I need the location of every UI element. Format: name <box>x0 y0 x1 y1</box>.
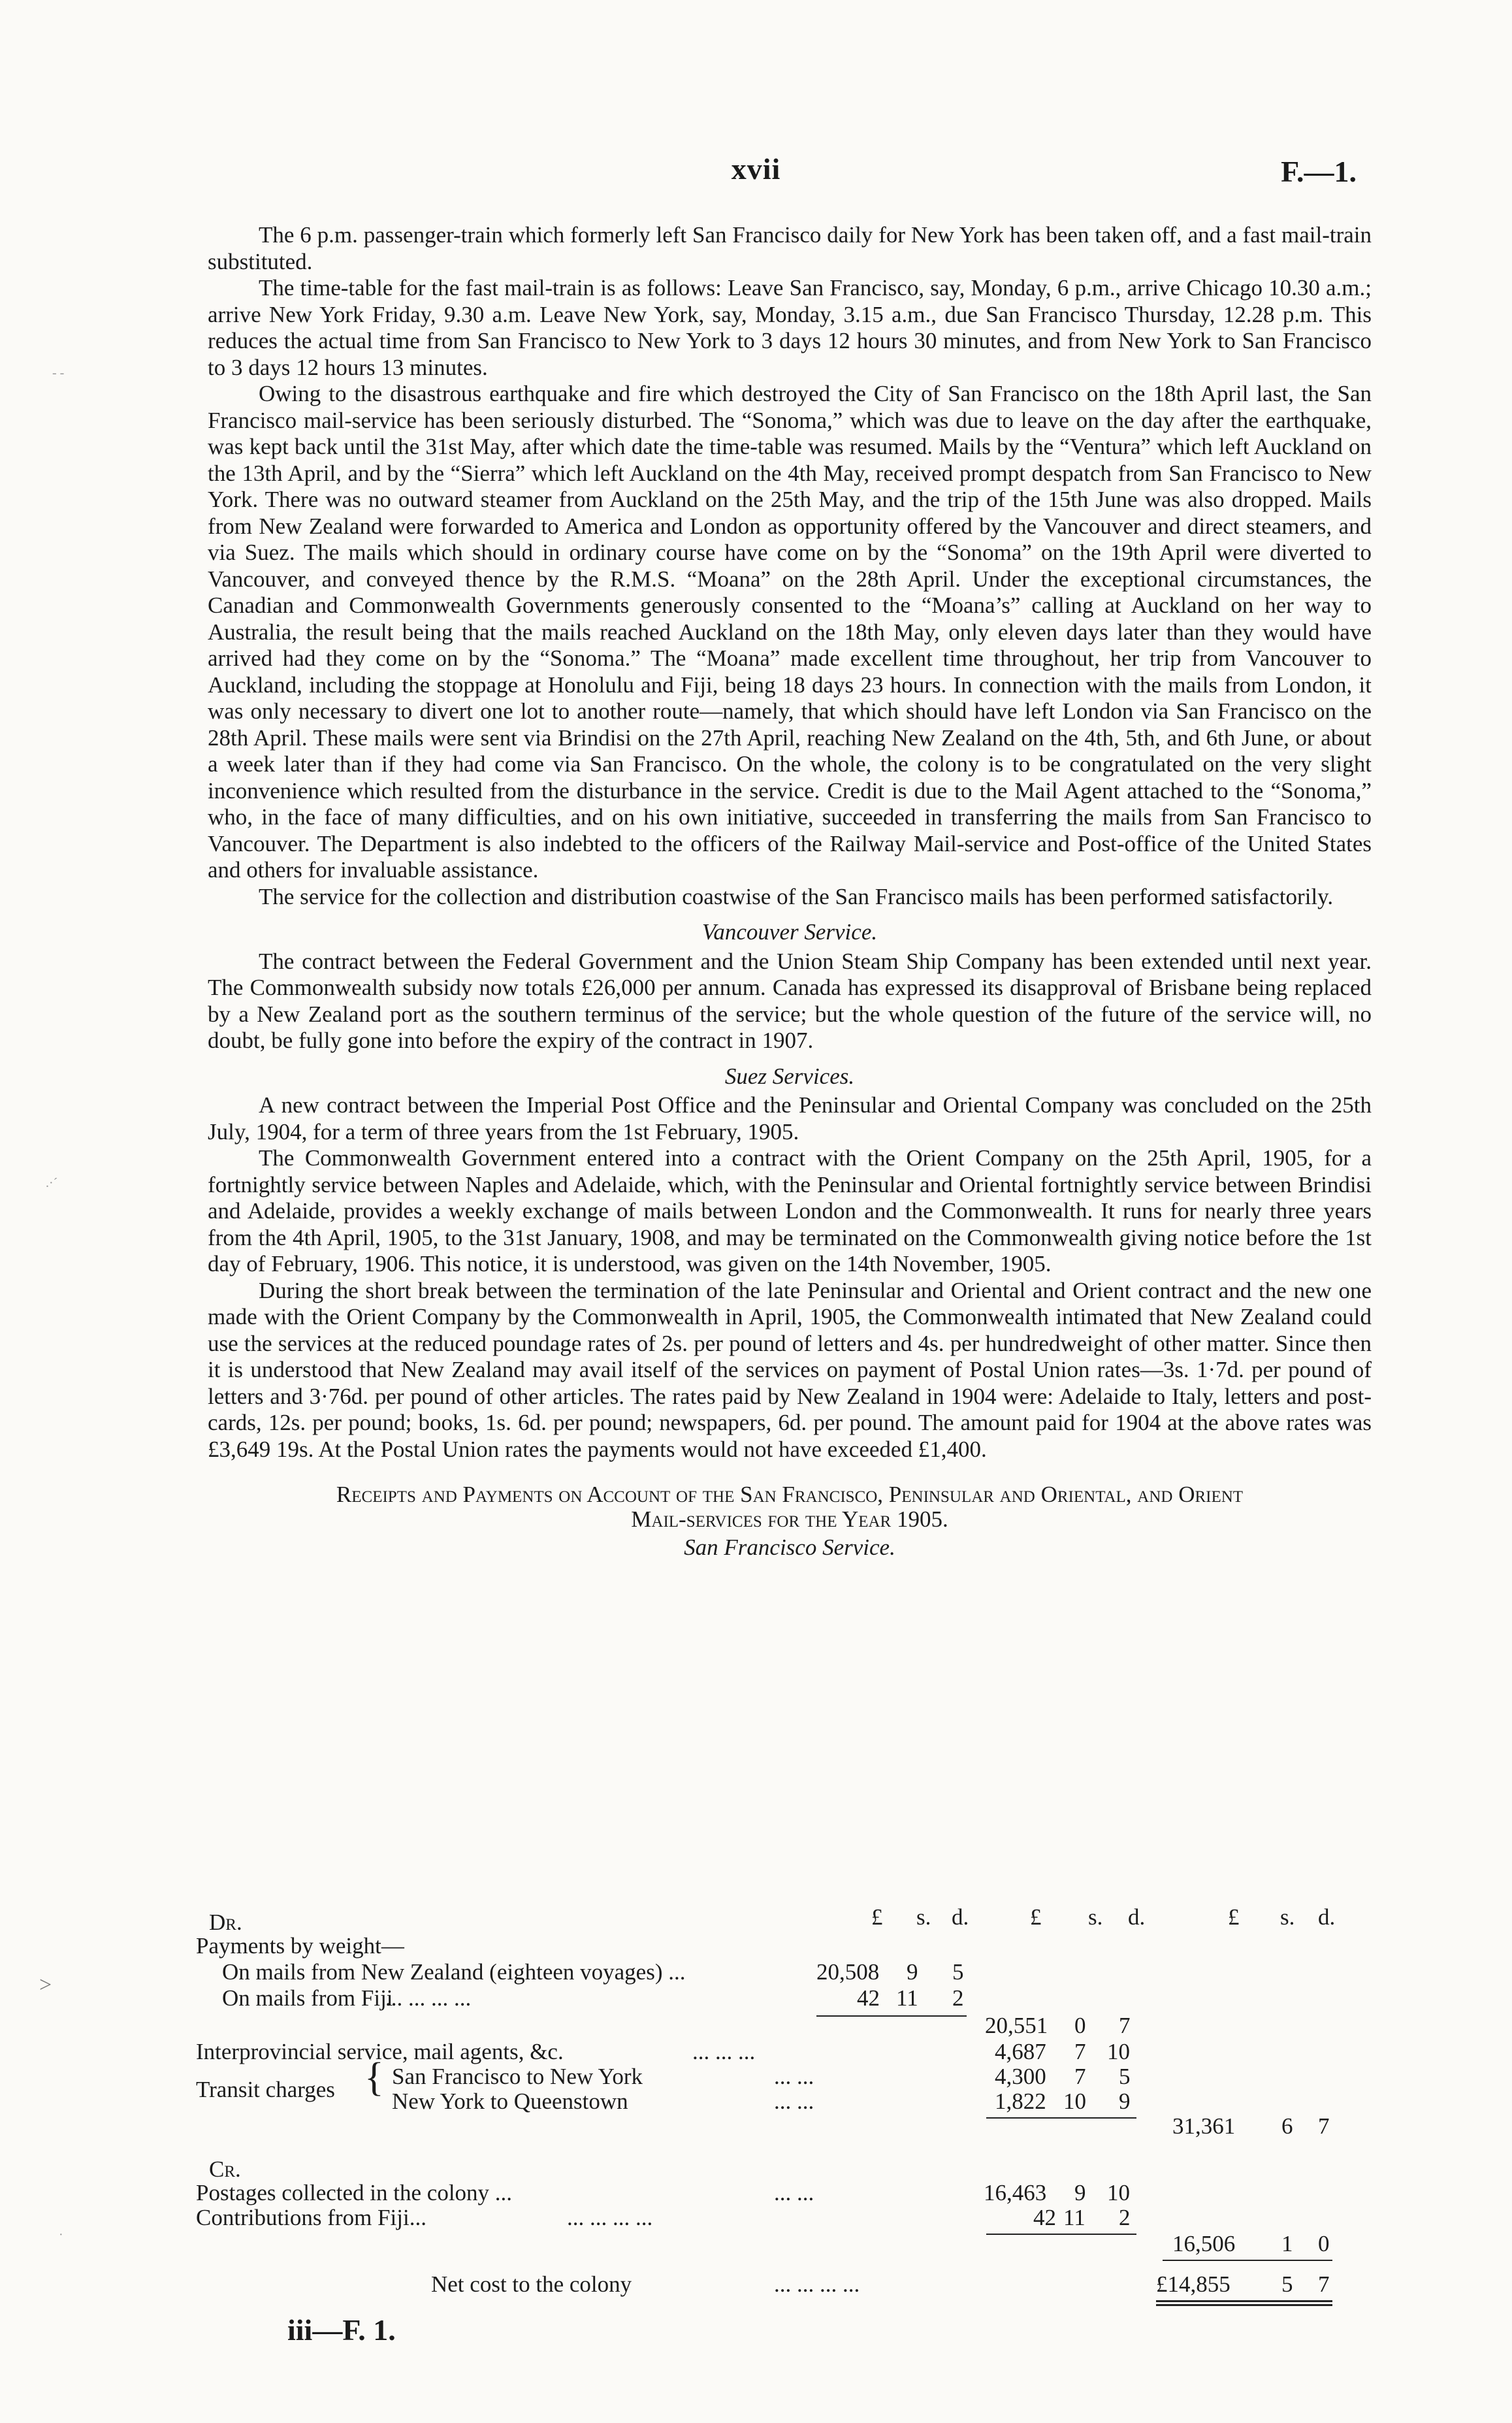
row-label: Contributions from Fiji... <box>196 2205 426 2230</box>
leader-dots: ... ... ... ... <box>774 2271 860 2297</box>
leader-dots: ... ... ... ... <box>385 1985 472 2011</box>
table-heading <box>208 1482 1372 1532</box>
amount-pounds: 1,822 <box>995 2089 1046 2114</box>
row-label: San Francisco to New York <box>392 2064 643 2089</box>
amount-shillings: 11 <box>1063 2205 1086 2230</box>
amount-pence: 7 <box>1119 2013 1131 2038</box>
double-rule <box>1156 2300 1332 2302</box>
transit-charges-label: Transit charges <box>196 2077 335 2102</box>
paragraph: A new contract between the Imperial Post Office and the Peninsular and Oriental Company was concluded on the 25th July, 1904, for a term of three years from the 1st February, 1905. <box>208 1092 1372 1145</box>
subtotal-rule <box>986 2234 1136 2235</box>
page-number: xvii <box>731 152 781 186</box>
amount-pence: 10 <box>1107 2180 1130 2205</box>
paragraph: The 6 p.m. passenger-train which formerly left San Francisco daily for New York has been taken off, and a fast mail-train substituted. <box>208 222 1372 274</box>
net-cost-label: Net cost to the colony <box>431 2271 632 2297</box>
credit-label: Cr. <box>209 2156 241 2182</box>
amount-pence: 7 <box>1318 2271 1330 2297</box>
amount-shillings: 9 <box>1074 2180 1086 2205</box>
amount-pounds: 31,361 <box>1172 2113 1236 2139</box>
scan-mark: - - <box>52 366 65 380</box>
column-header: s. <box>916 1904 931 1930</box>
paragraph: The contract between the Federal Government and the Union Steam Ship Company has been extended until next year. The Commonwealth subsidy now totals £26,000 per annum. Canada has expressed its disapproval of Brisbane being replaced by a New Zealand port as the southern terminus of the service; but the whole question of the future of the service will, no doubt, be fully gone into before the expiry of the contract in 1907. <box>208 948 1372 1053</box>
total-rule <box>1163 2260 1332 2261</box>
amount-pence: 7 <box>1318 2113 1330 2139</box>
column-header: d. <box>1318 1904 1336 1930</box>
subtotal-rule <box>816 2015 967 2017</box>
row-label: On mails from New Zealand (eighteen voyages) ... <box>222 1959 686 1985</box>
amount-pounds: 4,687 <box>995 2039 1046 2064</box>
footer-reference: iii—F. 1. <box>287 2313 396 2347</box>
double-rule <box>1156 2304 1332 2306</box>
series-reference: F.—1. <box>1281 155 1357 188</box>
document-body <box>208 222 1372 1561</box>
leader-dots: ... ... <box>774 2089 814 2114</box>
paragraph: The time-table for the fast mail-train is as follows: Leave San Francisco, say, Monday, 6 p.m., arrive Chicago 10.30 a.m.; arrive New York Friday, 9.30 a.m. Leave New York, say, Monday, 3.15 a.m., due San Francisco Thursday, 12.28 p.m. This reduces the actual time from San Francisco to New York to 3 days 12 hours 30 minutes, and from New York to San Francisco to 3 days 12 hours 13 minutes. <box>208 275 1372 380</box>
row-label: New York to Queenstown <box>392 2089 628 2114</box>
row-label: Postages collected in the colony ... <box>196 2180 513 2205</box>
section-heading-vancouver: Vancouver Service. <box>701 919 878 945</box>
amount-pounds: 20,508 <box>816 1959 880 1985</box>
amount-shillings: 7 <box>1074 2064 1086 2089</box>
paragraph: Owing to the disastrous earthquake and fire which destroyed the City of San Francisco on the 18th April last, the San Francisco mail-service has been seriously disturbed. The “Sonoma,” which was due to leave on the day after the earthquake, was kept back until the 31st May, after which date the time-table was resumed. Mails by the “Ventura” which left Auckland on the 13th April, and by the “Sierra” which left Auckland on the 4th May, received prompt despatch from San Francisco to New York. There was no outward steamer from Auckland on the 25th May, and the trip of the 15th June was also dropped. Mails from New Zealand were forwarded to America and London as opportunity offered by the Vancouver and direct steamers, and via Suez. The mails which should in ordinary course have come on by the “Sonoma” on the 19th April were diverted to Vancouver, and conveyed thence by the R.M.S. “Moana” on the 28th April. Under the exceptional circumstances, the Canadian and Commonwealth Governments generously consented to the “Moana’s” calling at Auckland on her way to Australia, the result being that the mails reached Auckland on the 18th May, only eleven days later than they would have arrived had they come on by the “Sonoma.” The “Moana” made excellent time throughout, her trip from Vancouver to Auckland, including the stoppage at Honolulu and Fiji, being 18 days 23 hours. In connection with the mails from London, it was only necessary to divert one lot to another route—namely, that which should have left London via San Francisco on the 28th April. These mails were sent via Brindisi on the 27th April, reaching New Zealand on the 4th, 5th, and 6th June, or about a week later than if they had come via San Francisco. On the whole, the colony is to be congratulated on the very slight inconvenience which resulted from the disturbance in the service. Credit is due to the Mail Agent attached to the “Sonoma,” who, in the face of many difficulties, and on his own initiative, succeeded in transferring the mails from San Francisco to Vancouver. The Department is also indebted to the officers of the Railway Mail-service and Post-office of the United States and others for invaluable assistance. <box>208 381 1372 883</box>
column-header: d. <box>952 1904 969 1930</box>
table-heading-line: Receipts and Payments on Account of the San Francisco, Peninsular and Oriental, and Orient <box>336 1482 1244 1507</box>
amount-shillings: 6 <box>1281 2113 1293 2139</box>
table-heading-line: Mail-services for the Year 1905. <box>631 1506 948 1532</box>
column-header: £ <box>871 1904 883 1930</box>
debit-label: Dr. <box>209 1910 242 1935</box>
amount-pence: 10 <box>1107 2039 1130 2064</box>
amount-shillings: 10 <box>1063 2089 1086 2114</box>
column-header: £ <box>1228 1904 1240 1930</box>
amount-pence: 9 <box>1119 2089 1131 2114</box>
amount-pounds: 20,551 <box>985 2013 1048 2038</box>
row-label: Interprovincial service, mail agents, &c. <box>196 2039 564 2064</box>
payments-label: Payments by weight— <box>196 1933 404 1959</box>
amount-pounds: 42 <box>1033 2205 1056 2230</box>
leader-dots: ... ... <box>774 2064 814 2089</box>
leader-dots: ... ... ... <box>692 2039 756 2064</box>
amount-shillings: 7 <box>1074 2039 1086 2064</box>
column-header: s. <box>1088 1904 1103 1930</box>
column-header: d. <box>1128 1904 1146 1930</box>
amount-pounds: 16,463 <box>984 2180 1047 2205</box>
leader-dots: ... ... <box>774 2180 814 2205</box>
amount-pounds: 16,506 <box>1172 2231 1236 2256</box>
paragraph: The service for the collection and distribution coastwise of the San Francisco mails has been performed satisfactorily. <box>259 883 1334 909</box>
row-label: On mails from Fiji <box>222 1985 393 2011</box>
amount-shillings: 0 <box>1074 2013 1086 2038</box>
amount-pence: 0 <box>1318 2231 1330 2256</box>
column-header: £ <box>1030 1904 1042 1930</box>
amount-shillings: 1 <box>1281 2231 1293 2256</box>
table-subheading: San Francisco Service. <box>684 1535 895 1560</box>
amount-pence: 2 <box>952 1985 964 2011</box>
paragraph: The Commonwealth Government entered into a contract with the Orient Company on the 25th April, 1905, for a fortnightly service between Naples and Adelaide, which, with the Peninsular and Oriental fortnightly service between Brindisi and Adelaide, provides a weekly exchange of mails between London and the Commonwealth. It runs for nearly three years from the 4th April, 1905, to the 31st January, 1908, and may be terminated on the Commonwealth giving notice before the 1st day of February, 1906. This notice, it is understood, was given on the 14th November, 1905. <box>208 1145 1372 1277</box>
column-header: s. <box>1280 1904 1295 1930</box>
subtotal-rule <box>986 2117 1136 2119</box>
scan-mark: > <box>39 1973 52 1997</box>
leader-dots: ... ... ... ... <box>567 2205 653 2230</box>
amount-shillings: 5 <box>1281 2271 1293 2297</box>
amount-shillings: 11 <box>896 1985 918 2011</box>
scan-mark: · <box>59 2228 63 2242</box>
scan-mark: .·´ <box>46 1176 58 1190</box>
amount-shillings: 9 <box>907 1959 918 1985</box>
amount-pounds: 42 <box>857 1985 880 2011</box>
paragraph: During the short break between the termination of the late Peninsular and Oriental and Orient contract and the new one made with the Orient Company by the Commonwealth in April, 1905, the Commonwealth intimated that New Zealand could use the services at the reduced poundage rates of 2s. per pound of letters and 4s. per hundredweight of other matter. Since then it is understood that New Zealand may avail itself of the services on payment of Postal Union rates—3s. 1·7d. per pound of letters and 3·76d. per pound of other articles. The rates paid by New Zealand in 1904 were: Adelaide to Italy, letters and post-cards, 12s. per pound; books, 1s. 6d. per pound; newspapers, 6d. per pound. The amount paid for 1904 at the above rates was £3,649 19s. At the Postal Union rates the payments would not have exceeded £1,400. <box>208 1277 1372 1462</box>
amount-pence: 5 <box>952 1959 964 1985</box>
amount-pounds: 4,300 <box>995 2064 1046 2089</box>
amount-pounds: £14,855 <box>1156 2271 1231 2297</box>
account-table <box>196 1904 1372 2296</box>
amount-pence: 2 <box>1119 2205 1131 2230</box>
section-heading-suez: Suez Services. <box>724 1063 855 1089</box>
brace: { <box>364 2055 384 2100</box>
amount-pence: 5 <box>1119 2064 1131 2089</box>
